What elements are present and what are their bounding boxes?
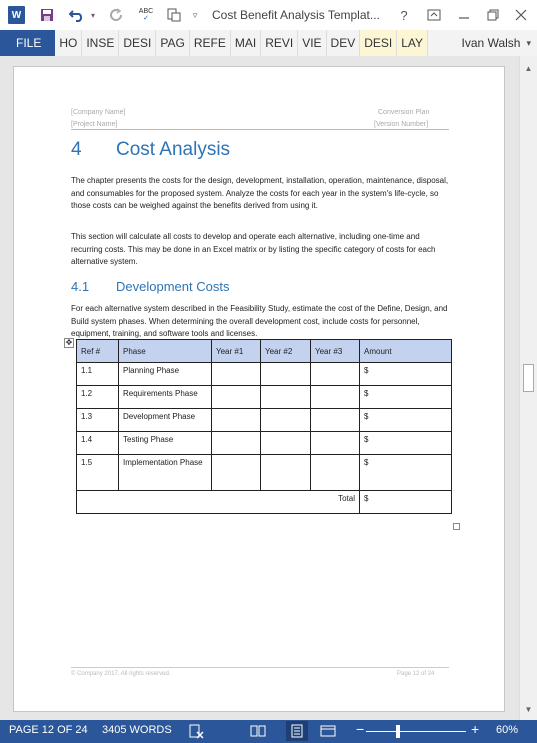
undo-dropdown-icon[interactable]: ▾	[90, 10, 95, 20]
table-cell-year2[interactable]	[261, 386, 311, 409]
user-dropdown-icon: ▾	[526, 37, 531, 48]
user-account[interactable]	[456, 30, 537, 56]
tab-view[interactable]: VIE	[298, 30, 326, 56]
tab-references[interactable]: REFE	[190, 30, 231, 56]
ribbon-display-options-icon[interactable]	[423, 4, 445, 26]
column-header[interactable]: Year #1	[212, 340, 261, 363]
table-cell-year2[interactable]	[261, 432, 311, 455]
document-page[interactable]	[13, 66, 505, 712]
table-resize-handle[interactable]	[453, 523, 460, 530]
tab-table-design[interactable]: DESI	[360, 30, 397, 56]
redo-icon[interactable]	[108, 6, 126, 24]
tab-mailings[interactable]: MAI	[231, 30, 261, 56]
tab-table-layout[interactable]: LAY	[397, 30, 428, 56]
table-cell-ref[interactable]: 1.4	[77, 432, 119, 455]
table-cell-phase[interactable]: Implementation Phase	[119, 455, 212, 491]
table-cell-amount[interactable]: $	[360, 363, 452, 386]
table-cell-year1[interactable]	[212, 409, 261, 432]
heading-number: 4	[71, 139, 82, 160]
table-cell-year2[interactable]	[261, 455, 311, 491]
zoom-level[interactable]: 60%	[496, 724, 519, 736]
table-row	[77, 409, 452, 432]
document-title: Cost Benefit Analysis Templat...	[212, 8, 380, 22]
paragraph-intro: The chapter presents the costs for the design, development, installation, operation, maintenance, disposal, and consumables for the proposed system. Analyze the costs for each year in the system's life-cycle, so those costs can be weighed against the benefits derived from using it.	[71, 176, 449, 210]
table-row	[77, 455, 452, 491]
zoom-slider-thumb[interactable]	[396, 725, 400, 738]
tab-review[interactable]: REVI	[261, 30, 298, 56]
table-cell-ref[interactable]: 1.2	[77, 386, 119, 409]
scroll-down-icon[interactable]: ▼	[524, 704, 533, 714]
table-cell-year3[interactable]	[311, 409, 360, 432]
table-total-row	[77, 491, 452, 514]
subheading-text: Development Costs	[116, 279, 230, 294]
table-total-amount[interactable]: $	[360, 491, 452, 514]
table-cell-year2[interactable]	[261, 363, 311, 386]
read-mode-icon[interactable]	[250, 723, 266, 742]
undo-icon[interactable]	[68, 6, 86, 24]
proofing-icon[interactable]	[188, 723, 204, 742]
title-bar	[0, 0, 537, 30]
development-costs-table	[76, 339, 452, 514]
save-icon[interactable]	[38, 6, 56, 24]
column-header[interactable]: Ref #	[77, 340, 119, 363]
table-row	[77, 386, 452, 409]
page-count-status[interactable]: PAGE 12 OF 24	[9, 724, 88, 736]
document-area	[0, 56, 519, 720]
user-name: Ivan Walsh	[461, 36, 521, 50]
close-icon[interactable]	[510, 4, 532, 26]
ribbon-tab-strip	[55, 30, 537, 56]
heading-text: Cost Analysis	[116, 139, 231, 160]
scrollbar-thumb[interactable]	[523, 364, 534, 392]
paragraph-calculation: This section will calculate all costs to develop and operate each alternative, including one-time and recurring costs. This may be done in an Excel matrix or by listing the specific category of costs for each alternative system.	[71, 232, 436, 266]
tab-developer[interactable]: DEV	[327, 30, 361, 56]
minimize-icon[interactable]	[453, 4, 475, 26]
table-cell-ref[interactable]: 1.1	[77, 363, 119, 386]
tab-home[interactable]: HO	[55, 30, 82, 56]
word-app-icon[interactable]: W	[8, 6, 25, 24]
web-layout-icon[interactable]	[320, 723, 336, 742]
table-cell-year1[interactable]	[212, 455, 261, 491]
table-total-label[interactable]: Total	[77, 491, 360, 514]
ribbon-tabs	[0, 30, 537, 56]
header-version: [Version Number]	[374, 121, 429, 128]
table-row	[77, 432, 452, 455]
column-header[interactable]: Phase	[119, 340, 212, 363]
table-cell-year3[interactable]	[311, 386, 360, 409]
zoom-in-button[interactable]: +	[471, 721, 480, 737]
table-cell-amount[interactable]: $	[360, 409, 452, 432]
word-count-status[interactable]: 3405 WORDS	[102, 724, 172, 736]
header-company: [Company Name]	[71, 109, 126, 116]
table-cell-year3[interactable]	[311, 363, 360, 386]
spelling-icon[interactable]: ABC ✓	[138, 8, 154, 22]
table-cell-year1[interactable]	[212, 386, 261, 409]
tab-insert[interactable]: INSE	[82, 30, 119, 56]
subheading-number: 4.1	[71, 279, 90, 294]
table-cell-phase[interactable]: Planning Phase	[119, 363, 212, 386]
tab-page-layout[interactable]: PAG	[156, 30, 189, 56]
table-cell-phase[interactable]: Development Phase	[119, 409, 212, 432]
header-document-type: Conversion Plan	[378, 109, 430, 116]
table-cell-phase[interactable]: Requirements Phase	[119, 386, 212, 409]
table-cell-year1[interactable]	[212, 432, 261, 455]
table-header-row	[77, 340, 452, 363]
table-row	[77, 363, 452, 386]
column-header[interactable]: Amount	[360, 340, 452, 363]
paragraph-development: For each alternative system described in the Feasibility Study, estimate the cost of the Define, Design, and Build system phases. When determining the overall development cost, include costs for personnel, equipment, training, and software tools and licenses.	[71, 304, 448, 338]
tab-design[interactable]: DESI	[119, 30, 156, 56]
table-cell-year1[interactable]	[212, 363, 261, 386]
format-icon[interactable]	[165, 6, 183, 24]
table-cell-year3[interactable]	[311, 432, 360, 455]
table-cell-amount[interactable]: $	[360, 455, 452, 491]
footer-rule	[71, 667, 449, 668]
table-cell-year3[interactable]	[311, 455, 360, 491]
vertical-scrollbar[interactable]	[519, 56, 537, 720]
table-cell-phase[interactable]: Testing Phase	[119, 432, 212, 455]
tab-file[interactable]: FILE	[0, 30, 55, 56]
header-project: [Project Name]	[71, 121, 118, 128]
scroll-up-icon[interactable]: ▲	[524, 63, 533, 73]
heading-cost-analysis	[71, 139, 230, 161]
column-header[interactable]: Year #2	[261, 340, 311, 363]
header-rule	[71, 129, 449, 130]
zoom-out-button[interactable]: −	[356, 721, 365, 737]
table-cell-amount[interactable]: $	[360, 386, 452, 409]
zoom-slider-track[interactable]	[366, 731, 466, 732]
restore-icon[interactable]	[482, 4, 504, 26]
heading-development-costs	[71, 279, 229, 294]
table-cell-ref[interactable]: 1.3	[77, 409, 119, 432]
print-layout-icon[interactable]	[286, 721, 308, 741]
customize-qat-icon[interactable]: ▿	[192, 9, 198, 20]
table-move-handle[interactable]: ✥	[65, 338, 73, 347]
footer-copyright: © Company 2017. All rights reserved.	[71, 671, 171, 677]
column-header[interactable]: Year #3	[311, 340, 360, 363]
help-button[interactable]: ?	[400, 7, 408, 23]
footer-page-number: Page 12 of 24	[397, 671, 435, 677]
table-cell-ref[interactable]: 1.5	[77, 455, 119, 491]
table-cell-amount[interactable]: $	[360, 432, 452, 455]
table-cell-year2[interactable]	[261, 409, 311, 432]
status-bar	[0, 720, 537, 743]
